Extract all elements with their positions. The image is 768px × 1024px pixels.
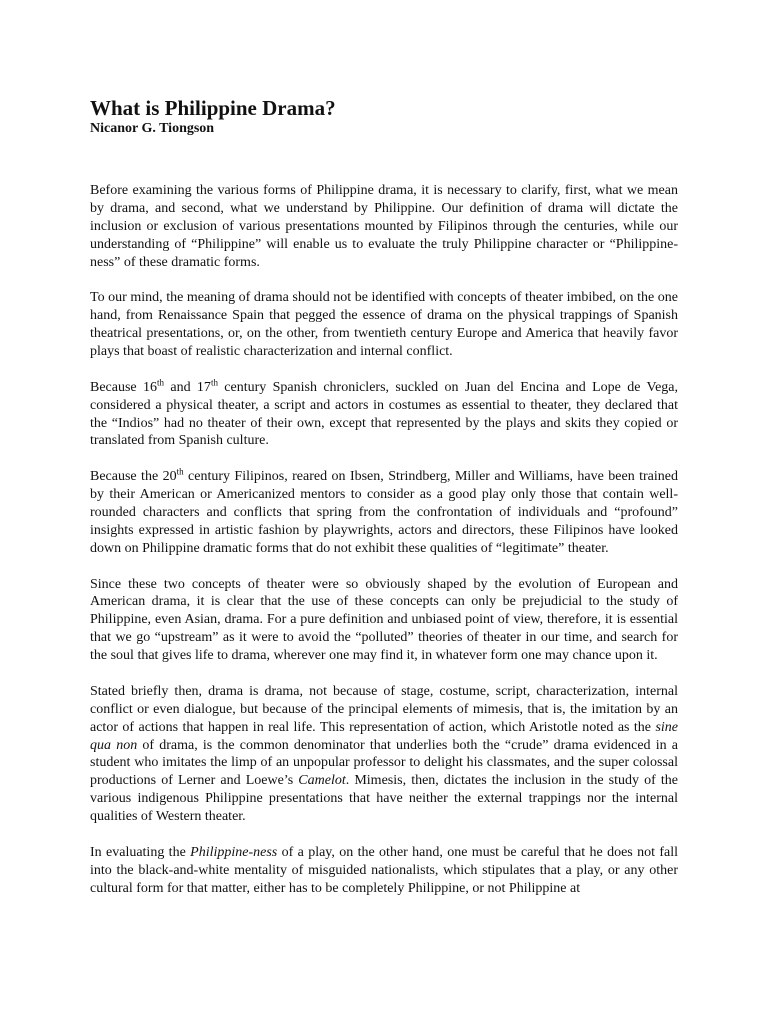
- italic-text: sine qua non: [90, 719, 678, 753]
- paragraph-6: [90, 683, 678, 826]
- paragraph-2: [90, 289, 678, 361]
- paragraph-3: [90, 379, 678, 451]
- paragraph-text: and 17: [164, 379, 211, 395]
- paragraph-text: Since these two concepts of theater were so obviously shaped by the evolution of European and American drama, it is clear that the use of these concepts can only be prejudicial to the study of Philippine, even Asian, drama. For a pure definition and unbiased point of view, therefore, it is essential that we go “upstream” as it were to avoid the “polluted” theories of theater in our time, and search for the soul that gives life to drama, wherever one may find it, in whatever form one may chance upon it.: [90, 576, 678, 664]
- document-page: [90, 96, 678, 915]
- italic-text: Camelot: [298, 773, 346, 789]
- paragraph-7: [90, 844, 678, 898]
- document-author: Nicanor G. Tiongson: [90, 121, 215, 136]
- paragraph-text: To our mind, the meaning of drama should not be identified with concepts of theater imbibed, on the one hand, from Renaissance Spain that pegged the essence of drama on the physical trappings of Spanish theatrical presentations, or, on the other, from twentieth century Europe and America that heavily favor plays that boast of realistic characterization and internal conflict.: [90, 290, 678, 360]
- document-body: [90, 182, 678, 898]
- ordinal-suffix: th: [210, 377, 218, 388]
- paragraph-text: of drama, is the common denominator that underlies both the “crude” drama evidenced in a student who imitates the limp of an unpopular professor to delight his classmates, and the super colossal productions of Lerner and Loewe’s: [90, 737, 679, 789]
- paragraph-1: [90, 182, 678, 272]
- document-title: What is Philippine Drama?: [90, 96, 336, 120]
- italic-text: Philippine-ness: [190, 844, 278, 860]
- paragraph-text: . Mimesis, then, dictates the inclusion in the study of the various indigenous Philippine presentations that have neither the external trappings nor the internal qualities of Western theater.: [90, 773, 678, 825]
- paragraph-text: Stated briefly then, drama is drama, not because of stage, costume, script, characterization, internal conflict or even dialogue, but because of the principal elements of mimesis, that is, the imitation by an actor of actions that happen in real life. This representation of action, which Aristotle noted as the: [90, 683, 678, 735]
- paragraph-text: Before examining the various forms of Philippine drama, it is necessary to clarify, first, what we mean by drama, and second, what we understand by Philippine. Our definition of drama will dictate the inclusion or exclusion of various presentations mounted by Filipinos through the centuries, while our understanding of “Philippine” will enable us to evaluate the truly Philippine character or “Philippine-ness” of these dramatic forms.: [90, 183, 678, 270]
- paragraph-text: In evaluating the: [90, 844, 191, 860]
- paragraph-text: century Filipinos, reared on Ibsen, Strindberg, Miller and Williams, have been trained by their American or Americanized mentors to consider as a good play only those that contain well-rounded characters and conflicts that spring from the confrontation of individuals and “profound” insights expressed in artistic fashion by playwrights, actors and directors, these Filipinos have looked down on Philippine dramatic forms that do not exhibit these qualities of “legitimate” theater.: [90, 469, 679, 556]
- paragraph-4: [90, 468, 678, 558]
- ordinal-suffix: th: [176, 466, 184, 477]
- paragraph-text: of a play, on the other hand, one must be careful that he does not fall into the black-and-white mentality of misguided nationalists, which stipulates that a play, or any other cultural form for that matter, either has to be completely Philippine, or not Philippine at: [90, 844, 678, 896]
- paragraph-text: Because 16: [90, 379, 157, 395]
- paragraph-text: century Spanish chroniclers, suckled on Juan del Encina and Lope de Vega, considered a physical theater, a script and actors in costumes as essential to theater, they declared that the “Indios” had no theater of their own, except that represented by the plays and skits they copied or translated from Spanish culture.: [90, 379, 678, 449]
- paragraph-text: Because the 20: [90, 469, 177, 485]
- ordinal-suffix: th: [157, 377, 165, 388]
- paragraph-5: [90, 576, 678, 666]
